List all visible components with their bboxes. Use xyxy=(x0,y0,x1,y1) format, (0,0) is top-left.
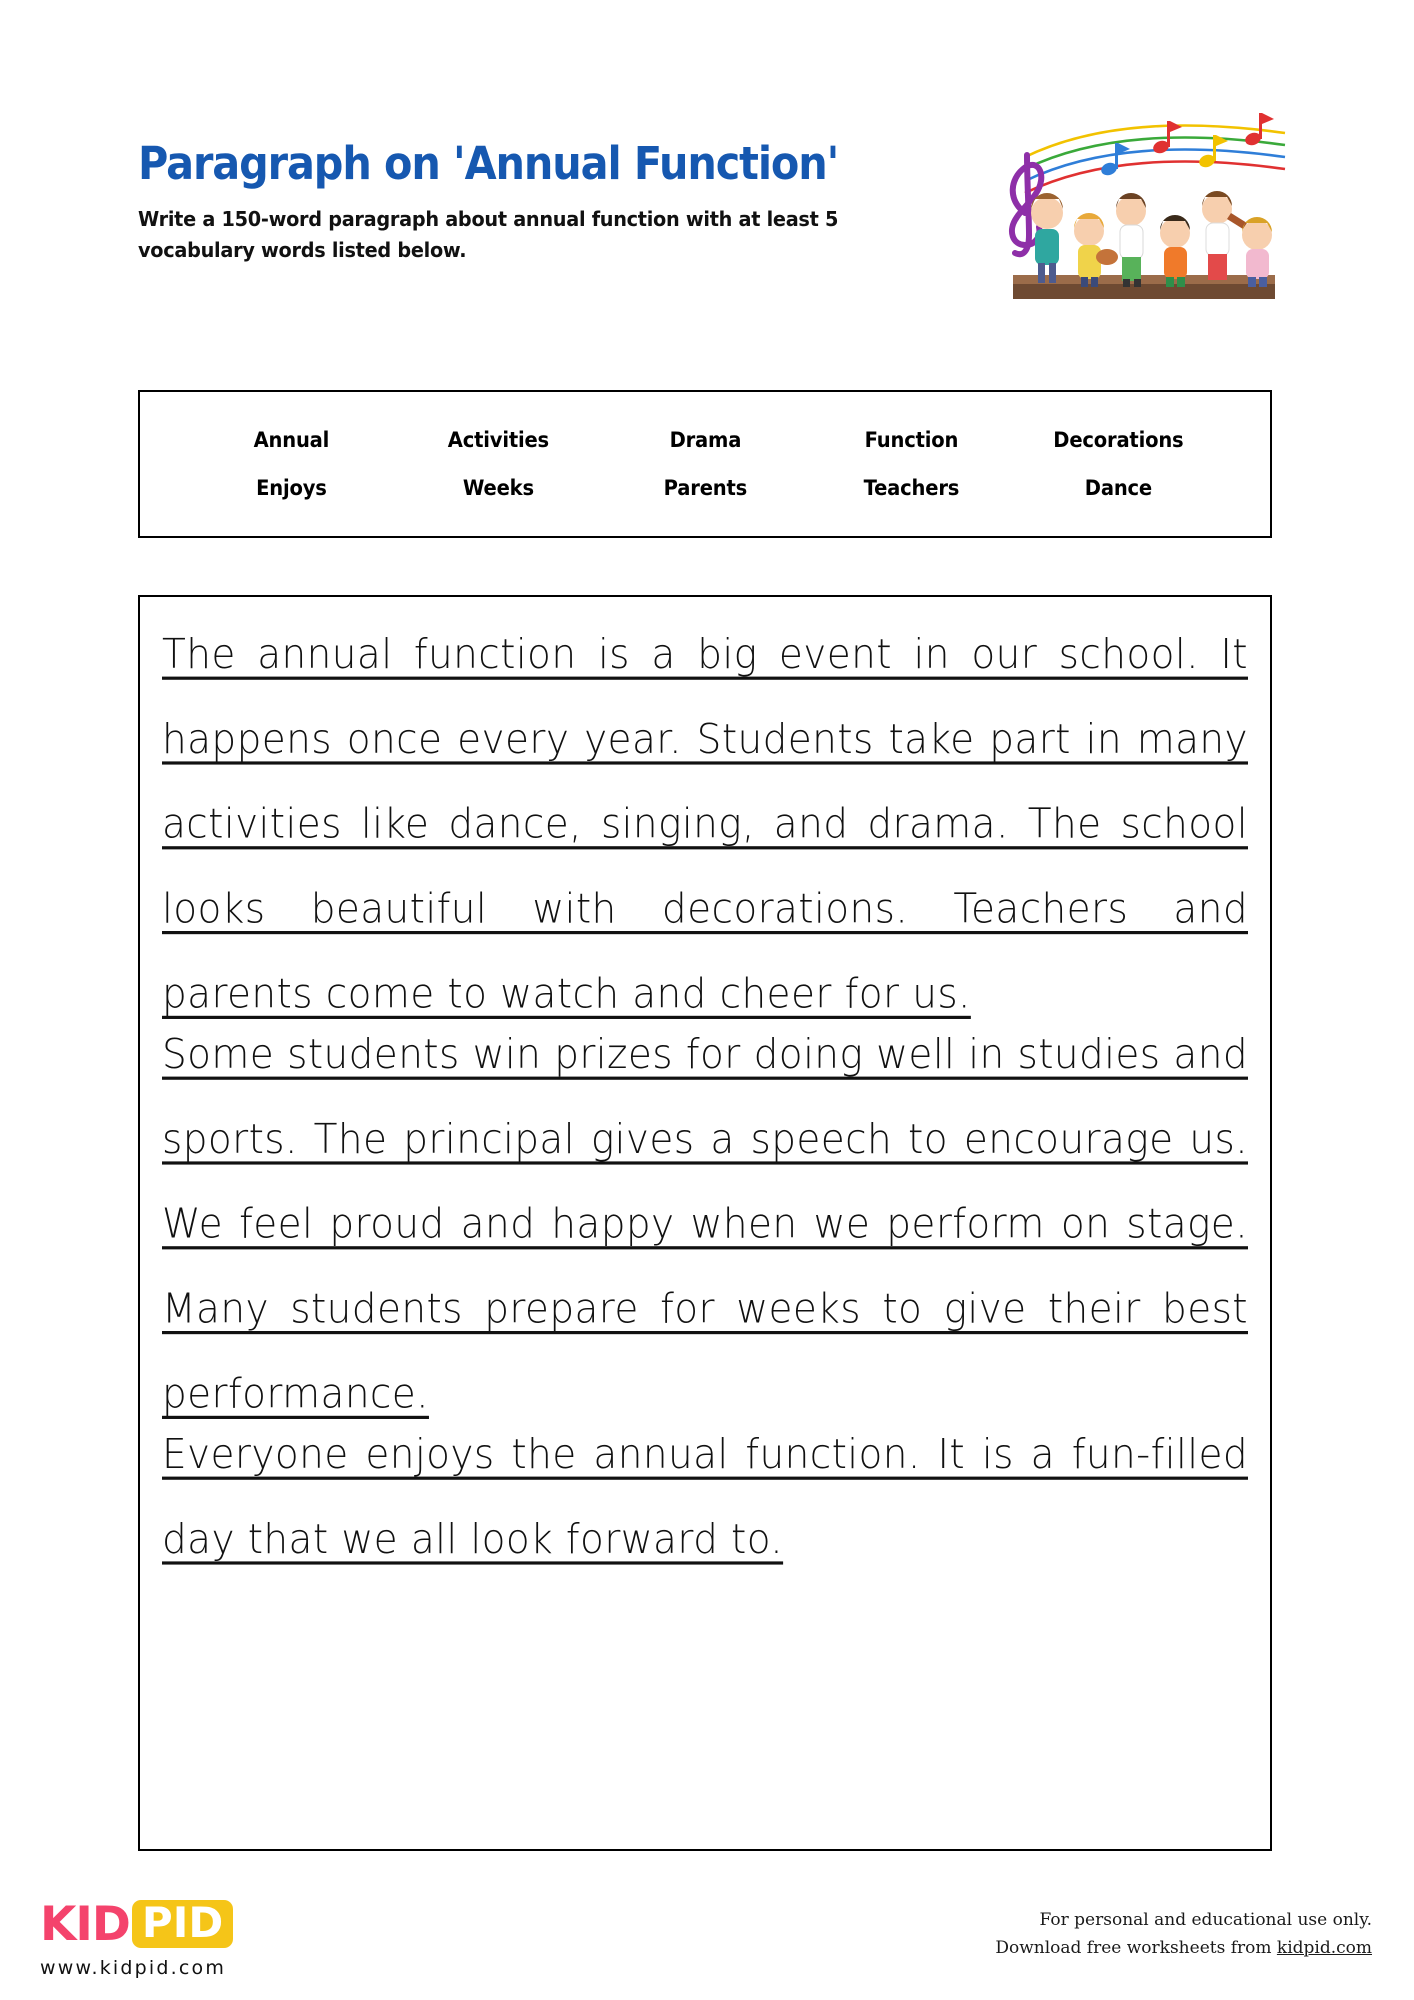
answer-paragraph xyxy=(162,1413,1248,1583)
music-note-icons xyxy=(1099,113,1274,177)
children-figures xyxy=(1031,191,1272,287)
footer-usage-note xyxy=(812,1906,1372,1962)
vocabulary-word: Activities xyxy=(447,428,549,452)
logo-pid-badge xyxy=(132,1900,233,1948)
header xyxy=(138,137,968,266)
answer-paragraph-text: Some students win prizes for doing well in studies and sports. The principal gives a speech to encourage us. We feel proud and happy when we perform on stage. Many students prepare for weeks to give their best performance. xyxy=(162,1031,1248,1418)
footer-url[interactable]: www.kidpid.com xyxy=(40,1957,227,1979)
vocabulary-word: Decorations xyxy=(1053,428,1184,452)
vocabulary-row xyxy=(140,428,1270,452)
logo-pid-text: PID xyxy=(141,1898,224,1947)
vocabulary-word: Annual xyxy=(253,428,330,452)
vocabulary-box xyxy=(138,390,1272,538)
footer-note-prefix: Download free worksheets from xyxy=(995,1938,1277,1959)
footer-branding xyxy=(40,1898,400,1979)
vocabulary-row xyxy=(140,476,1270,500)
vocabulary-word: Weeks xyxy=(462,476,534,500)
vocabulary-word: Teachers xyxy=(863,476,960,500)
page-title: Paragraph on 'Annual Function' xyxy=(138,137,839,190)
answer-writing-area[interactable] xyxy=(138,595,1272,1851)
footer-note-line-1: For personal and educational use only. xyxy=(1039,1910,1372,1930)
logo-kid-text: KID xyxy=(40,1896,130,1952)
vocabulary-word: Enjoys xyxy=(256,476,327,500)
music-staff-lines xyxy=(1025,125,1285,193)
vocabulary-word: Drama xyxy=(669,428,741,452)
footer-note-link[interactable]: kidpid.com xyxy=(1276,1938,1372,1959)
footer-note-line-2 xyxy=(812,1934,1372,1962)
answer-paragraph xyxy=(162,613,1248,1037)
instructions-text: Write a 150-word paragraph about annual function with at least 5 vocabulary words listed below. xyxy=(138,207,839,262)
vocabulary-word: Function xyxy=(864,428,959,452)
stage-platform xyxy=(1013,283,1275,299)
header-illustration xyxy=(985,95,1295,310)
kidpid-logo xyxy=(40,1898,400,1950)
answer-paragraph xyxy=(162,1013,1248,1437)
vocabulary-word: Parents xyxy=(663,476,747,500)
vocabulary-word: Dance xyxy=(1084,476,1153,500)
answer-paragraph-text: Everyone enjoys the annual function. It is a fun-filled day that we all look forward to. xyxy=(162,1431,1248,1564)
answer-paragraph-text: The annual function is a big event in our school. It happens once every year. Students take part in many activities like dance, singing, and drama. The school looks beautiful with decorations. Teachers and parents come to watch and cheer for us. xyxy=(162,631,1248,1018)
